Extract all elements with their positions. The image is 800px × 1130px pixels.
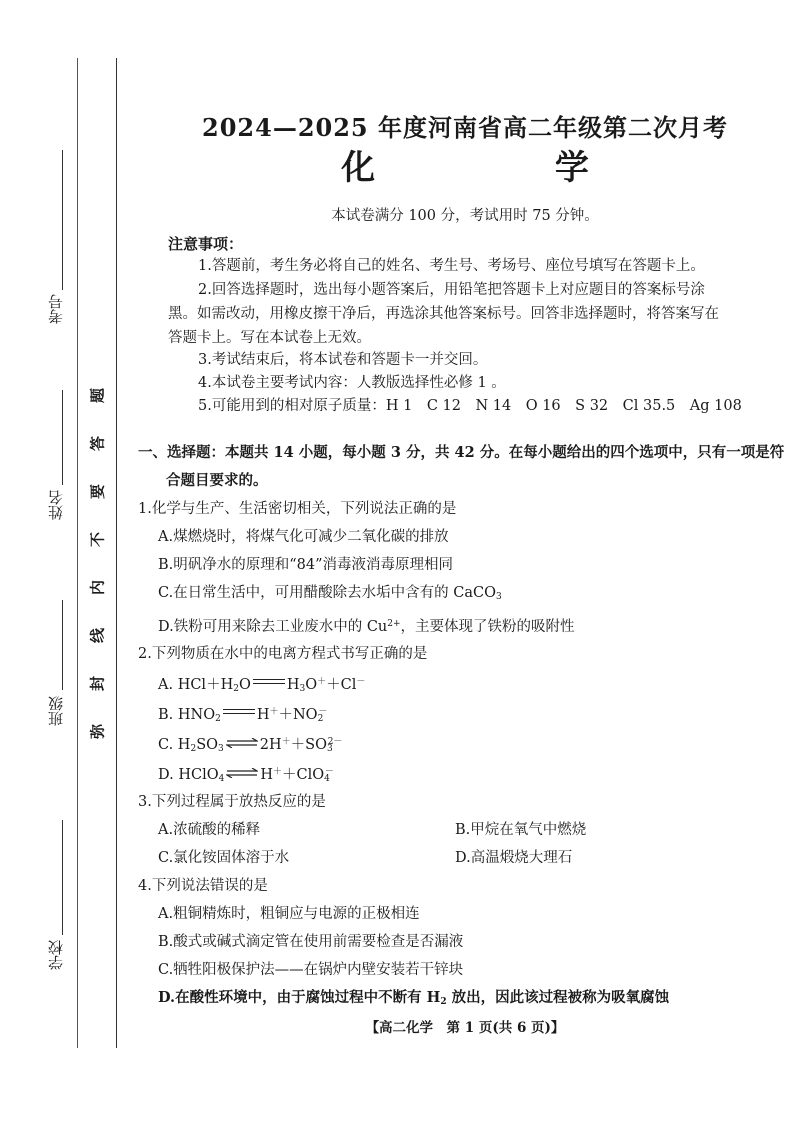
class-field[interactable] <box>48 600 78 760</box>
exam-number-field[interactable] <box>48 150 78 360</box>
q4-option-a: A.粗铜精炼时，粗铜应与电源的正极相连 <box>158 906 420 922</box>
subject-title: 化 学 <box>341 148 645 188</box>
q3-option-d: D.高温煅烧大理石 <box>455 850 573 866</box>
q3-option-b: B.甲烷在氧气中燃烧 <box>455 822 587 838</box>
q2-option-b: B. $HNO_2$ $H^++NO_2^-$ <box>158 707 328 724</box>
q4-option-b: B.酸式或碱式滴定管在使用前需要检查是否漏液 <box>158 934 464 950</box>
q1-stem: 1.化学与生产、生活密切相关，下列说法正确的是 <box>138 501 457 517</box>
q4-stem: 4.下列说法错误的是 <box>138 878 268 894</box>
equals-sign <box>223 707 255 717</box>
notice-item: 5.可能用到的相对原子质量：H 1 C 12 N 14 O 16 S 32 Cl 35.5 Ag 108 <box>198 398 742 414</box>
equals-sign <box>253 677 285 687</box>
page-footer: 【高二化学 第 1 页(共 6 页)】 <box>365 1020 565 1036</box>
seal-char: 弥 <box>88 724 107 740</box>
seal-char: 题 <box>88 388 107 404</box>
q3-option-c: C.氯化铵固体溶于水 <box>158 850 290 866</box>
seal-char: 封 <box>88 676 107 692</box>
q2-option-d: D. HClO$_4$ H＋＋ClO$_4$－ <box>158 767 334 784</box>
school-field[interactable] <box>48 820 78 980</box>
q3-option-a: A.浓硫酸的稀释 <box>158 822 261 838</box>
q4-option-c: C.牺牲阳极保护法——在锅炉内壁安装若干锌块 <box>158 962 464 978</box>
seal-char: 线 <box>88 628 107 644</box>
q1-option-c: C.在日常生活中，可用醋酸除去水垢中含有的 CaCO$_3$ <box>158 585 502 602</box>
section-header-cont: 合题目要求的。 <box>166 472 268 489</box>
notice-heading: 注意事项： <box>168 235 244 253</box>
seal-char: 不 <box>88 532 107 548</box>
school-label: 学校 <box>47 940 65 970</box>
seal-char: 答 <box>88 436 107 452</box>
seal-char: 要 <box>88 484 107 500</box>
notice-item: 2.回答选择题时，选出每小题答案后，用铅笔把答题卡上对应题目的答案标号涂 <box>198 282 705 298</box>
q4-option-d: D.在酸性环境中，由于腐蚀过程中不断有 $H_2$ 放出，因此该过程被称为吸氧腐蚀 <box>158 989 670 1007</box>
section-header: 一、选择题：本题共 14 小题，每小题 3 分，共 42 分。在每小题给出的四个选项中，只有一项是符 <box>138 444 785 461</box>
exam-title: 2024—2025 年度河南省高二年级第二次月考 <box>202 113 728 142</box>
seal-char: 内 <box>88 580 107 596</box>
class-label: 班级 <box>47 696 65 726</box>
notice-item: 黑。如需改动，用橡皮擦干净后，再选涂其他答案标号。回答非选择题时，将答案写在 <box>168 306 719 322</box>
q3-stem: 3.下列过程属于放热反应的是 <box>138 794 326 810</box>
notice-item: 1.答题前，考生务必将自己的姓名、考生号、考场号、座位号填写在答题卡上。 <box>198 258 705 274</box>
q1-option-a: A.煤燃烧时，将煤气化可减少二氧化碳的排放 <box>158 529 449 545</box>
margin-rule-right <box>116 58 117 1048</box>
notice-item: 4.本试卷主要考试内容：人教版选择性必修 1 。 <box>198 375 506 391</box>
q2-stem: 2.下列物质在水中的电离方程式书写正确的是 <box>138 646 428 662</box>
name-label: 姓名 <box>47 490 65 520</box>
reversible-arrow-icon <box>226 768 258 778</box>
q2-option-a: A. $HCl+H_2O$ $H_3O^++Cl^-$ <box>158 677 366 694</box>
q1-option-b: B.明矾净水的原理和“84”消毒液消毒原理相同 <box>158 557 454 573</box>
q2-option-c: C. $H_2SO_3$ $2H^++SO_3^{2-}$ <box>158 737 343 754</box>
seal-notice <box>85 378 109 743</box>
exam-number-label: 考号 <box>47 294 65 324</box>
reversible-arrow-icon <box>226 738 258 748</box>
binding-margin <box>0 0 130 1130</box>
notice-item: 答题卡上。写在本试卷上无效。 <box>168 330 371 346</box>
exam-info: 本试卷满分 100 分，考试用时 75 分钟。 <box>331 208 599 224</box>
name-field[interactable] <box>48 390 78 535</box>
notice-item: 3.考试结束后，将本试卷和答题卡一并交回。 <box>198 352 488 368</box>
q1-option-d: D.铁粉可用来除去工业废水中的 $Cu^{2+}$，主要体现了铁粉的吸附性 <box>158 619 575 635</box>
